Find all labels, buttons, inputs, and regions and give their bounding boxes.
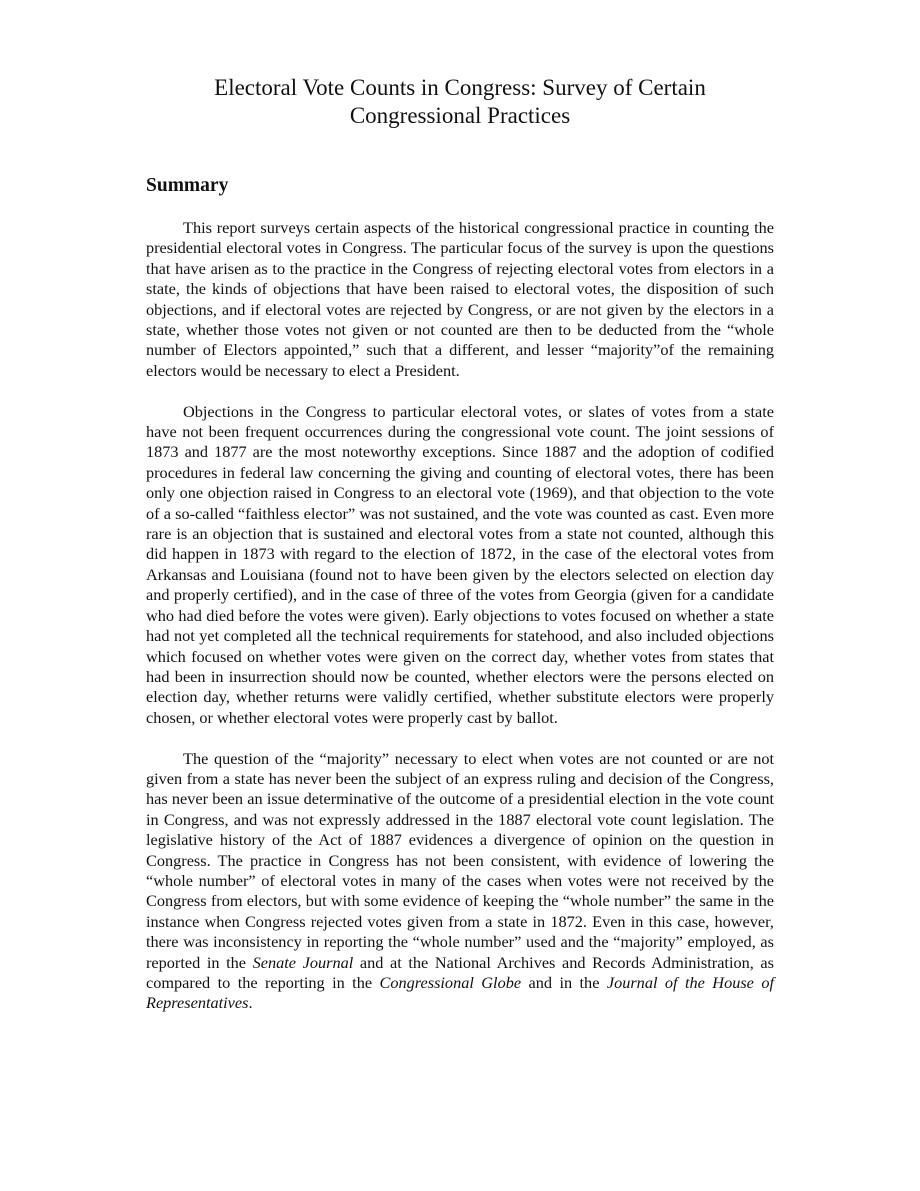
summary-paragraph-2: Objections in the Congress to particular electoral votes, or slates of votes from a state have not been frequent occurrences during the congressional vote count. The joint sessions of 1873 and 1877 are the most noteworthy exceptions. Since 1887 and the adoption of codified procedures in federal law concerning the giving and counting of electoral votes, there has been only one objection raised in Congress to an electoral vote (1969), and that objection to the vote of a so-called “faithless elector” was not sustained, and the vote was counted as cast. Even more rare is an objection that is sustained and electoral votes from a state not counted, although this did happen in 1873 with regard to the election of 1872, in the case of the electoral votes from Arkansas and Louisiana (found not to have been given by the electors selected on election day and properly certified), and in the case of three of the votes from Georgia (given for a candidate who had died before the votes were given). Early objections to votes focused on whether a state had not yet completed all the technical requirements for statehood, and also included objections which focused on whether votes were given on the correct day, whether votes from states that had been in insurrection should now be counted, whether electors were the persons elected on election day, whether returns were validly certified, whether substitute electors were properly chosen, or whether electoral votes were properly cast by ballot.	[146, 401, 774, 727]
section-heading-summary: Summary	[146, 175, 229, 196]
title-line-2: Congressional Practices	[349, 103, 571, 128]
document-title	[146, 74, 774, 130]
senate-journal-citation: Senate Journal	[252, 952, 354, 972]
summary-paragraph-3	[146, 749, 774, 1014]
summary-paragraph-1: This report surveys certain aspects of the historical congressional practice in counting the presidential electoral votes in Congress. The particular focus of the survey is upon the questions that have arisen as to the practice in the Congress of rejecting electoral votes from electors in a state, the kinds of objections that have been raised to electoral votes, the disposition of such objections, and if electoral votes are rejected by Congress, or are not given by the electors in a state, whether those votes not given or not counted are then to be deducted from the “whole number of Electors appointed,” such that a different, and lesser “majority”of the remaining electors would be necessary to elect a President.	[146, 218, 774, 380]
document-page	[146, 74, 774, 1014]
paragraph-3-text-3: and in the	[521, 973, 607, 992]
congressional-globe-citation: Congressional Globe	[379, 973, 522, 992]
paragraph-3-text-4: .	[248, 993, 253, 1013]
paragraph-3-text-1: The question of the “majority” necessary to elect when votes are not counted or are not given from a state has never been the subject of an express ruling and decision of the Congress, has never been an issue determinative of the outcome of a presidential election in the vote count in Congress, and was not expressly addressed in the 1887 electoral vote count legislation. The legislative history of the Act of 1887 evidences a divergence of opinion on the question in Congress. The practice in Congress has not been consistent, with evidence of lowering the “whole number” of electoral votes in many of the cases when votes were not received by the Congress from electors, but with some evidence of keeping the “whole number” the same in the instance when Congress rejected votes given from a state in 1872. Even in this case, however, there was inconsistency in reporting the “whole number” used and the “majority” employed, as reported in the	[146, 748, 774, 972]
house-journal-citation: Journal of the House of Representatives	[146, 973, 774, 1013]
title-line-1: Electoral Vote Counts in Congress: Survey of Certain	[214, 75, 706, 100]
paragraph-3-text-2: and at the National Archives and Records Administration, as compared to the reporting in the	[146, 952, 774, 992]
